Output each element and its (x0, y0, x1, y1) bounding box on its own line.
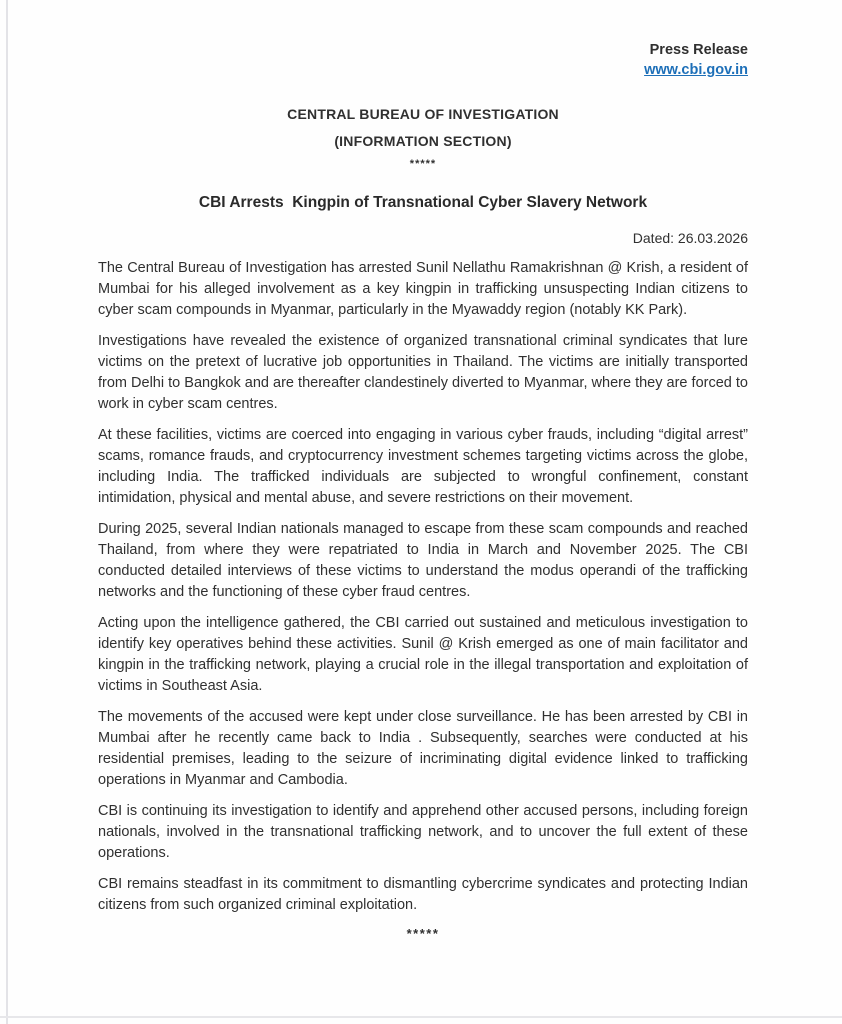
bottom-separator: ***** (406, 926, 440, 941)
paragraph: The movements of the accused were kept under close surveillance. He has been arrested by CBI in Mumbai after he recently came back to India . Subsequently, searches were conducted at his residential premises, leading to the seizure of incriminating digital evidence linked to trafficking operations in Myanmar and Cambodia. (98, 709, 748, 788)
paragraph: Investigations have revealed the existence of organized transnational criminal syndicates that lure victims on the pretext of lucrative job opportunities in Thailand. The victims are initially transported from Delhi to Bangkok and are thereafter clandestinely diverted to Myanmar, where they are forced to work in cyber scam centres. (98, 333, 748, 412)
org-header-block (98, 106, 748, 170)
paragraph: The Central Bureau of Investigation has arrested Sunil Nellathu Ramakrishnan @ Krish, a resident of Mumbai for his alleged involvement as a key kingpin in trafficking unsuspecting Indian citizens to cyber scam compounds in Myanmar, particularly in the Myawaddy region (notably KK Park). (98, 260, 748, 318)
paragraph: CBI is continuing its investigation to identify and apprehend other accused persons, including foreign nationals, involved in the transnational trafficking network, and to uncover the full extent of these operations. (98, 803, 748, 861)
paragraphs-container (98, 258, 748, 916)
top-separator: ***** (409, 158, 437, 170)
document-header (98, 40, 748, 80)
page-edge-bottom (0, 1016, 842, 1018)
paragraph: At these facilities, victims are coerced into engaging in various cyber frauds, including “digital arrest” scams, romance frauds, and cryptocurrency investment schemes targeting victims across the globe, including India. The trafficked individuals are subjected to wrongful confinement, constant intimidation, physical and mental abuse, and severe restrictions on their movement. (98, 427, 748, 506)
document-title: CBI Arrests Kingpin of Transnational Cyber Slavery Network (198, 194, 648, 211)
paragraph: Acting upon the intelligence gathered, the CBI carried out sustained and meticulous investigation to identify key operatives behind these activities. Sunil @ Krish emerged as one of main facilitator and kingpin in the trafficking network, playing a crucial role in the illegal transportation and exploitation of victims in Southeast Asia. (98, 615, 748, 694)
org-section-heading: (INFORMATION SECTION) (334, 133, 512, 149)
date-line: Dated: 26.03.2026 (632, 230, 748, 246)
paragraph: During 2025, several Indian nationals managed to escape from these scam compounds and reached Thailand, from where they were repatriated to India in March and November 2025. The CBI conducted detailed interviews of these victims to understand the modus operandi of the trafficking networks and the functioning of these cyber fraud centres. (98, 521, 748, 600)
org-name-heading: CENTRAL BUREAU OF INVESTIGATION (287, 106, 559, 122)
press-release-label: Press Release (649, 42, 748, 58)
cbi-website-link[interactable]: www.cbi.gov.in (644, 62, 748, 78)
paragraph: CBI remains steadfast in its commitment to dismantling cybercrime syndicates and protecting Indian citizens from such organized criminal exploitation. (98, 876, 748, 913)
